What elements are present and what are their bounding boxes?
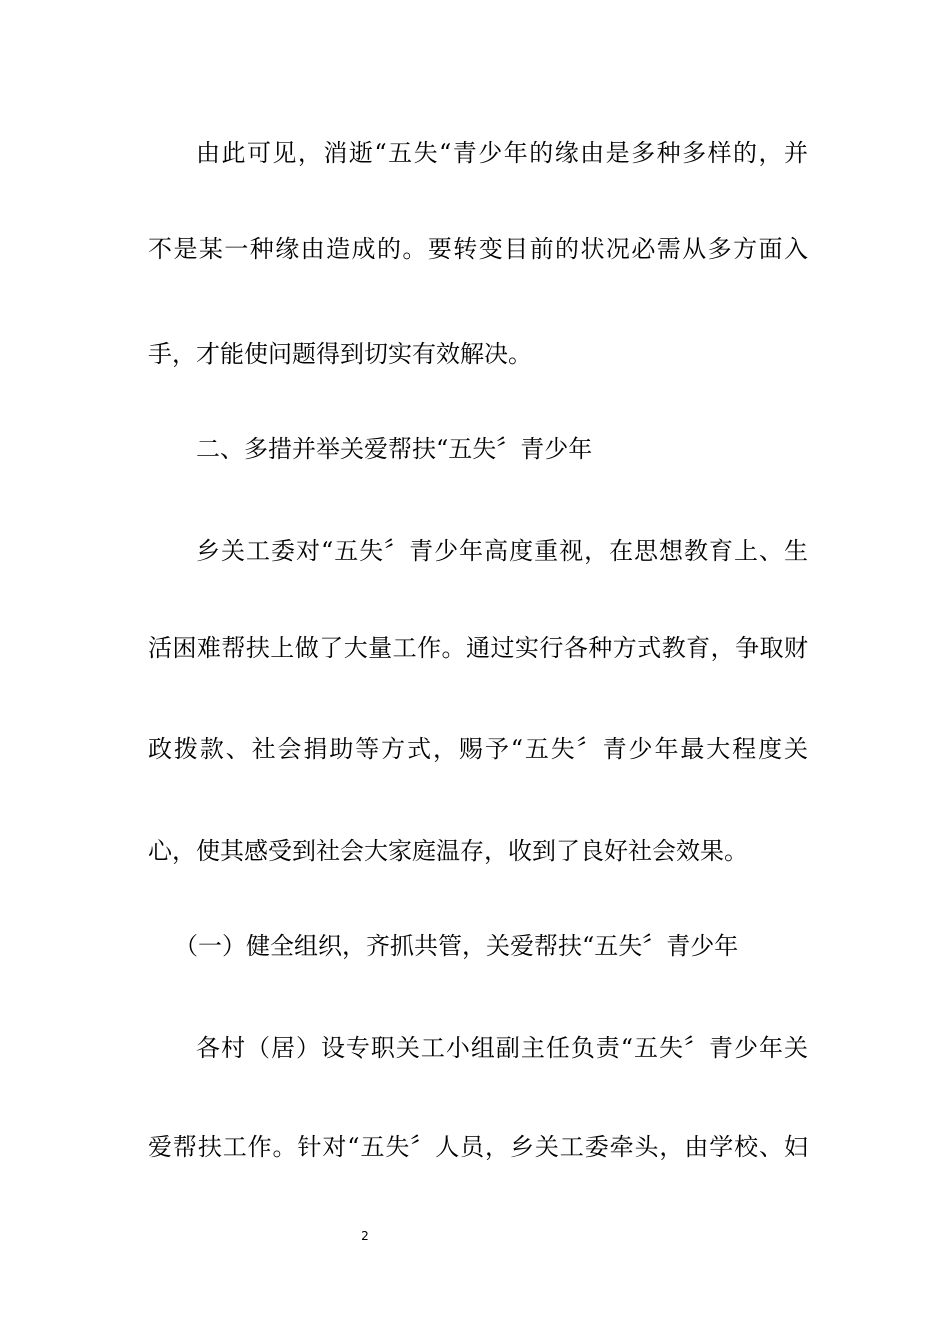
paragraph-line-5: 乡关工委对“五失〞青少年高度重视，在思想教育上、生 [196,537,808,565]
paragraph-line-1: 由此可见，消逝“五失“青少年的缘由是多种多样的，并 [196,139,808,167]
paragraph-line-2: 不是某一种缘由造成的。要转变目前的状况必需从多方面入 [148,235,808,263]
paragraph-line-7: 政拨款、社会捐助等方式，赐予“五失〞青少年最大程度关 [148,735,808,763]
paragraph-line-6: 活困难帮扶上做了大量工作。通过实行各种方式教育，争取财 [148,634,808,662]
paragraph-line-3: 手，才能使问题得到切实有效解决。 [148,340,532,368]
subsection-heading: （一）健全组织，齐抓共管，关爱帮扶“五失〞青少年 [174,932,739,960]
paragraph-line-10: 各村（居）设专职关工小组副主任负责“五失〞青少年关 [196,1034,808,1062]
page-number: 2 [361,1229,369,1243]
section-heading: 二、多措并举关爱帮扶“五失〞青少年 [196,435,593,463]
paragraph-line-11: 爱帮扶工作。针对“五失〞人员，乡关工委牵头，由学校、妇 [148,1133,808,1161]
paragraph-line-8: 心，使其感受到社会大家庭温存，收到了良好社会效果。 [148,837,748,865]
